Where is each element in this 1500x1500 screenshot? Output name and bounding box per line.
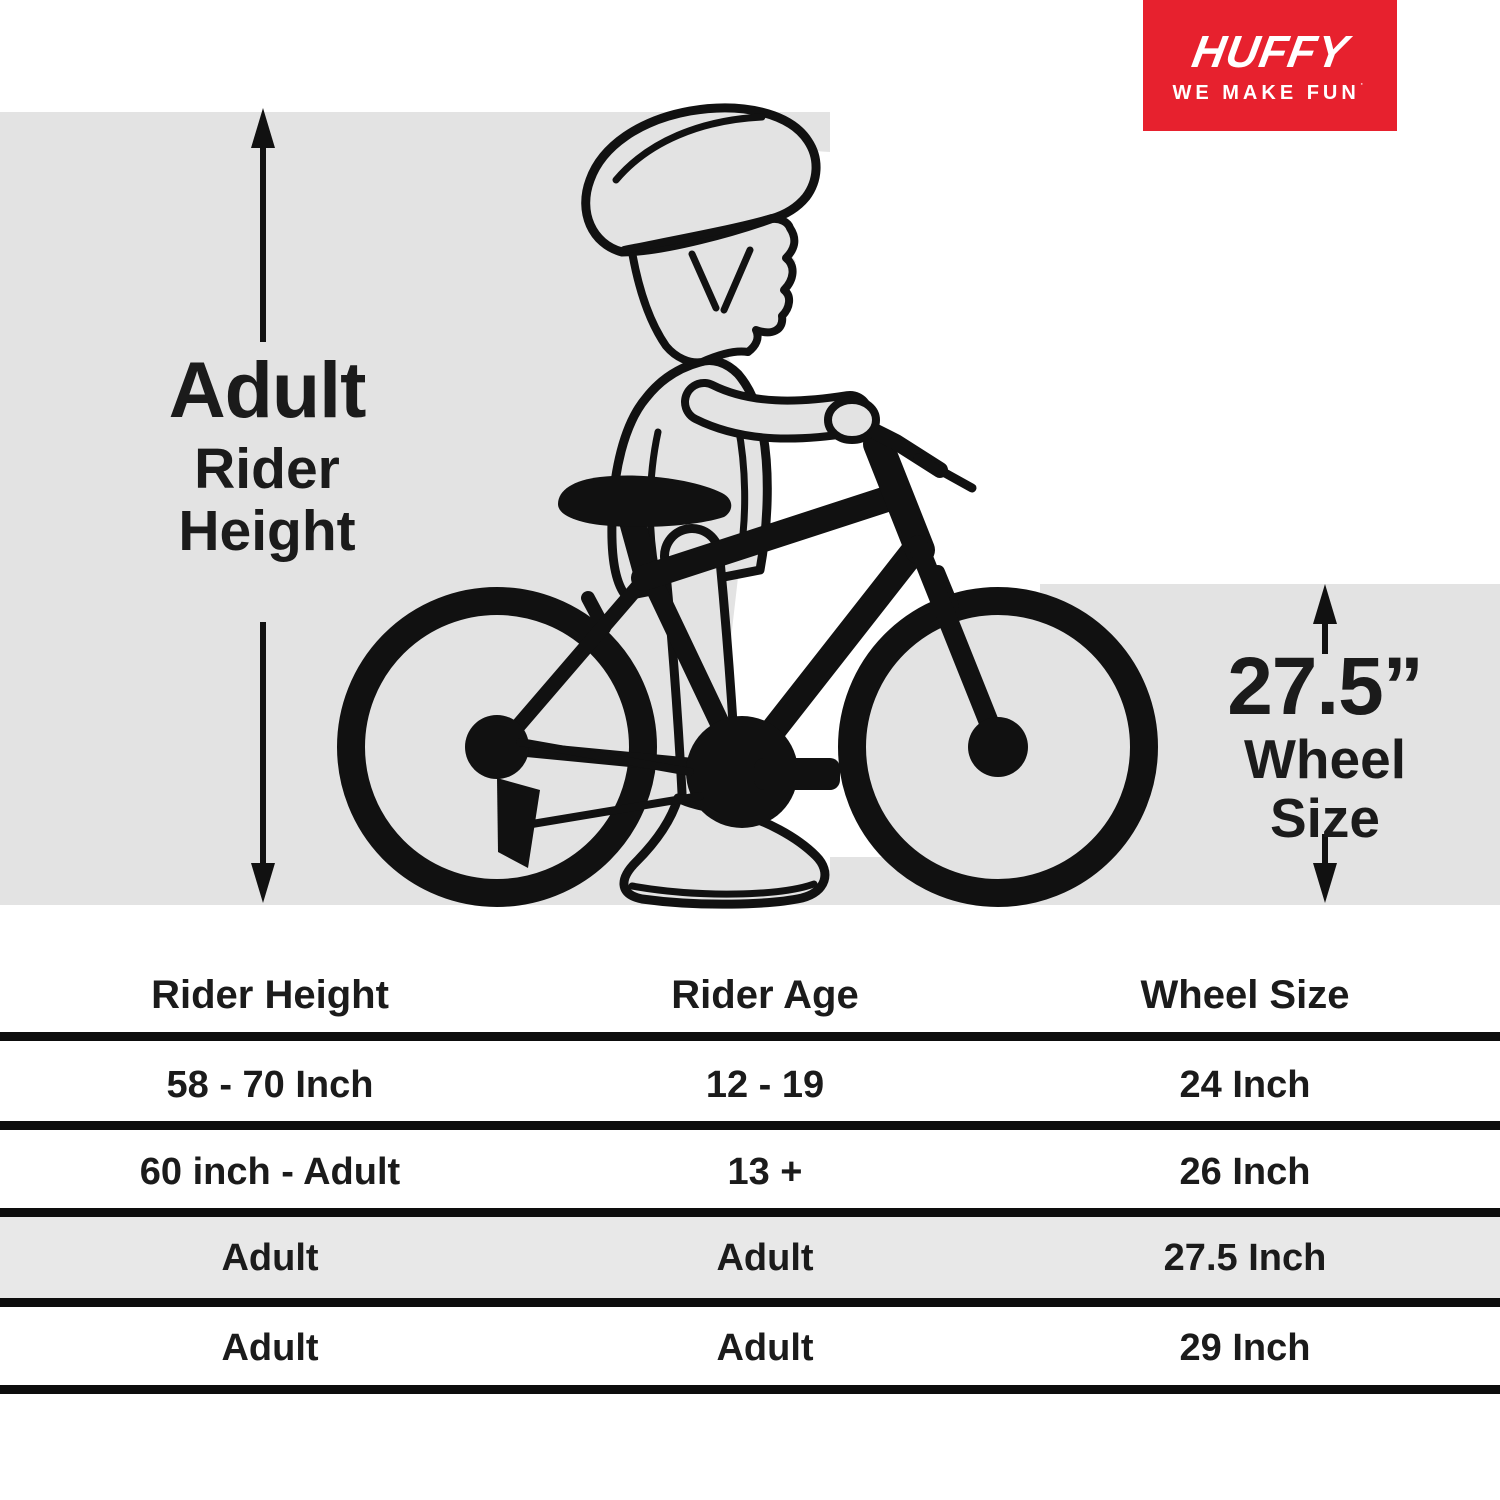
table-divider: [0, 1032, 1500, 1041]
cell-rider-age: Adult: [716, 1237, 814, 1279]
huffy-logo: [1143, 0, 1397, 131]
cell-rider-age: 13 +: [727, 1151, 803, 1193]
wheel-size-label: [1145, 730, 1500, 848]
rider-height-label: [87, 438, 447, 562]
table-divider: [0, 1385, 1500, 1394]
header-rider-age: Rider Age: [671, 973, 859, 1017]
header-wheel-size: Wheel Size: [1140, 973, 1350, 1017]
header-rider-height: Rider Height: [151, 973, 389, 1017]
wheel-size-label-line2: Size: [1269, 786, 1381, 849]
front-hub: [968, 717, 1028, 777]
cell-rider-age: 12 - 19: [705, 1064, 825, 1106]
logo-brand-text: HUFFY: [1188, 25, 1352, 77]
table-divider: [0, 1121, 1500, 1130]
logo-tagline-mark: ˙: [1359, 81, 1368, 94]
cell-wheel-size: 29 Inch: [1179, 1327, 1311, 1369]
table-row-highlighted: [0, 1233, 1500, 1283]
rider-height-label-line1: Rider: [194, 437, 340, 501]
cell-rider-height: 58 - 70 Inch: [166, 1064, 374, 1106]
wheel-size-value: 27.5”: [1227, 641, 1423, 732]
rider-height-label-line2: Height: [178, 499, 356, 564]
table-header-row: [0, 970, 1500, 1020]
pedal: [754, 758, 840, 790]
table-row: [0, 1147, 1500, 1197]
table-row: [0, 1323, 1500, 1373]
rider-hand: [828, 400, 876, 440]
cell-wheel-size: 26 Inch: [1179, 1151, 1311, 1193]
cell-rider-height: Adult: [221, 1237, 319, 1279]
wheel-size-label-line1: Wheel: [1244, 728, 1406, 790]
table-divider: [0, 1208, 1500, 1217]
table-divider: [0, 1298, 1500, 1307]
logo-tagline: WE MAKE FUN˙: [1172, 81, 1368, 104]
cell-wheel-size: 24 Inch: [1179, 1064, 1311, 1106]
cell-rider-age: Adult: [716, 1327, 814, 1369]
cell-rider-height: Adult: [221, 1327, 319, 1369]
brake-lever: [918, 458, 972, 488]
rear-hub: [465, 715, 529, 779]
table-row: [0, 1060, 1500, 1110]
rider-height-label-emphasis: Adult: [168, 345, 366, 434]
cell-rider-height: 60 inch - Adult: [139, 1151, 401, 1193]
cell-wheel-size: 27.5 Inch: [1163, 1237, 1327, 1279]
